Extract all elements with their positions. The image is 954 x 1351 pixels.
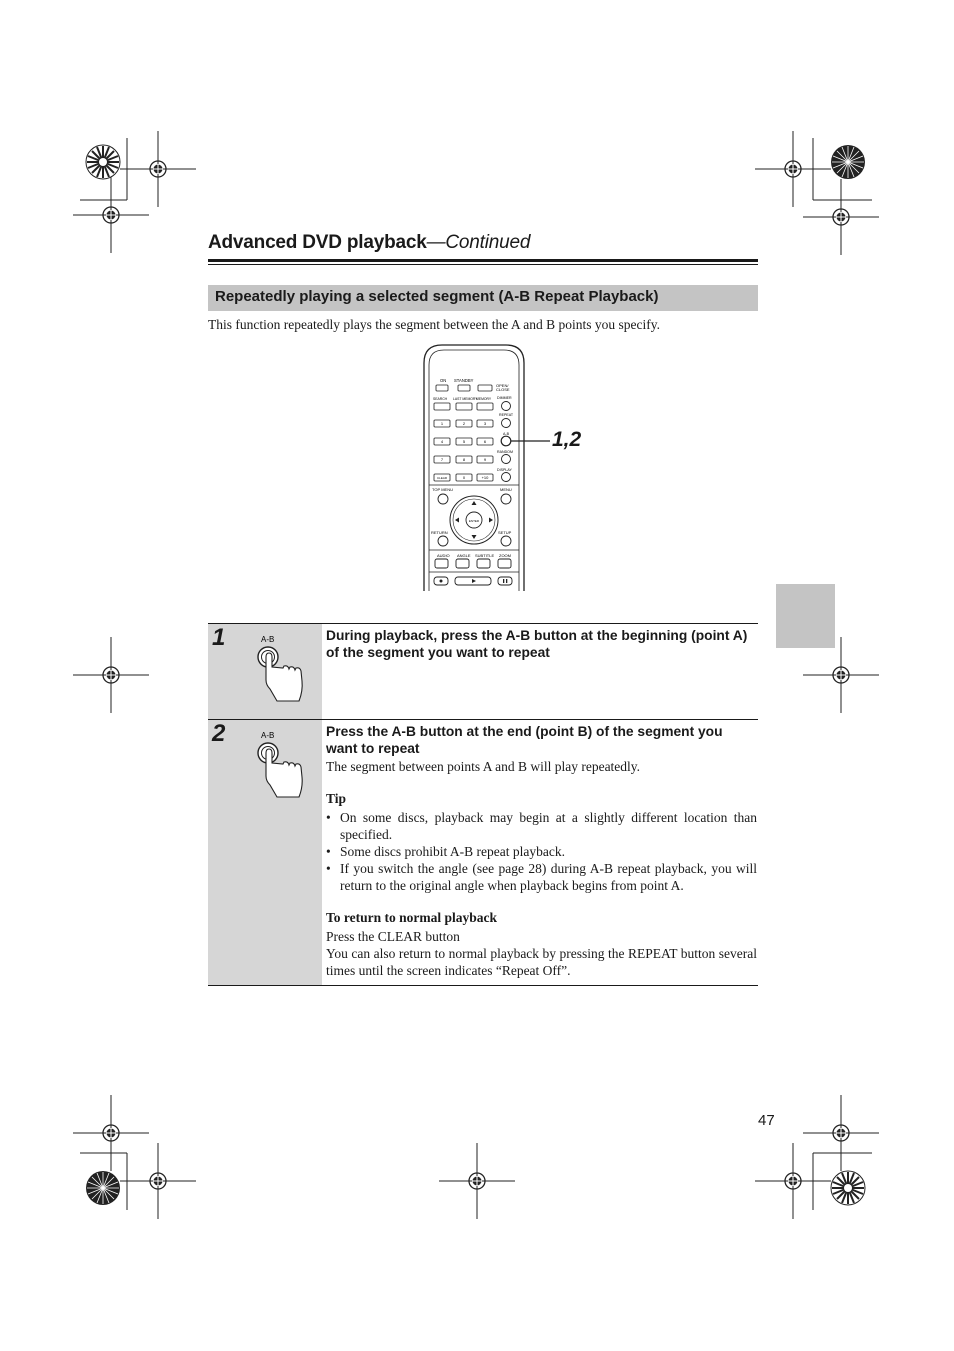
svg-text:REPEAT: REPEAT <box>499 413 514 417</box>
svg-text:ON: ON <box>440 378 447 383</box>
step-2-body: The segment between points A and B will play repeatedly. <box>326 759 641 774</box>
press-ab-button-icon <box>249 729 309 804</box>
remote-control-illustration <box>422 343 607 591</box>
tip-item: • On some discs, playback may begin at a slightly different location than specified. <box>326 810 757 842</box>
page-title <box>208 232 530 254</box>
page-title-continued: —Continued <box>426 232 531 253</box>
title-rule <box>208 259 758 262</box>
svg-text:A-B: A-B <box>261 635 275 644</box>
svg-text:CLEAR: CLEAR <box>436 476 448 480</box>
svg-text:SUBTITLE: SUBTITLE <box>475 553 495 558</box>
page-number: 47 <box>758 1112 775 1129</box>
svg-text:LAST MEMORY: LAST MEMORY <box>453 397 478 401</box>
svg-text:CLOSE: CLOSE <box>496 387 510 392</box>
svg-text:RETURN: RETURN <box>431 530 448 535</box>
svg-text:A-B: A-B <box>503 432 509 436</box>
svg-text:DISPLAY: DISPLAY <box>497 468 512 472</box>
step-number: 2 <box>212 720 226 747</box>
step-callout-label: 1,2 <box>552 428 582 451</box>
tip-text: On some discs, playback may begin at a slightly different location than specified. <box>340 810 757 842</box>
tip-item: • Some discs prohibit A-B repeat playback. <box>326 843 757 860</box>
chapter-tab <box>776 584 835 648</box>
svg-text:3: 3 <box>483 421 487 426</box>
svg-text:RANDOM: RANDOM <box>497 450 513 454</box>
svg-text:1: 1 <box>440 421 444 426</box>
svg-text:DIMMER: DIMMER <box>497 396 512 400</box>
intro-text: This function repeatedly plays the segment between the A and B points you specify. <box>208 317 661 332</box>
svg-text:0: 0 <box>462 475 466 480</box>
return-line: Press the CLEAR button <box>326 929 460 944</box>
return-title: To return to normal playback <box>326 910 498 925</box>
svg-text:STANDBY: STANDBY <box>454 378 474 383</box>
svg-text:8: 8 <box>462 457 466 462</box>
press-ab-button-icon <box>249 633 309 708</box>
svg-text:5: 5 <box>462 439 466 444</box>
svg-text:OPEN/: OPEN/ <box>496 383 509 388</box>
tip-text: Some discs prohibit A-B repeat playback. <box>340 844 565 859</box>
title-rule-thin <box>208 264 758 265</box>
svg-text:9: 9 <box>483 457 487 462</box>
tip-item: • If you switch the angle (see page 28) during A-B repeat playback, you will return to the original angle when playback begins from point A. <box>326 861 757 893</box>
step-number: 1 <box>212 624 226 651</box>
section-title: Repeatedly playing a selected segment (A-B Repeat Playback) <box>215 288 659 305</box>
svg-text:AUDIO: AUDIO <box>437 553 450 558</box>
svg-text:MENU: MENU <box>500 487 512 492</box>
svg-text:6: 6 <box>483 439 487 444</box>
tip-text: If you switch the angle (see page 28) during A-B repeat playback, you will return to the original angle when playback begins from point A. <box>340 861 757 893</box>
svg-text:SETUP: SETUP <box>498 530 512 535</box>
svg-text:2: 2 <box>462 421 466 426</box>
svg-text:A-B: A-B <box>261 731 275 740</box>
svg-text:ENTER: ENTER <box>468 519 480 523</box>
step-1-heading: During playback, press the A-B button at the beginning (point A) of the segment you want to repeat <box>326 628 748 660</box>
svg-text:TOP MENU: TOP MENU <box>432 487 453 492</box>
svg-text:ZOOM: ZOOM <box>499 553 511 558</box>
step-2-heading: Press the A-B button at the end (point B) of the segment you want to repeat <box>326 724 723 756</box>
tip-title: Tip <box>326 791 347 806</box>
svg-text:MEMORY: MEMORY <box>476 397 492 401</box>
page-title-main: Advanced DVD playback <box>208 232 427 253</box>
svg-text:4: 4 <box>440 439 444 444</box>
return-line: You can also return to normal playback by pressing the REPEAT button several times until the screen indicates “Repeat Off”. <box>326 946 757 978</box>
svg-text:7: 7 <box>440 457 444 462</box>
svg-text:ANGLE: ANGLE <box>457 553 471 558</box>
svg-text:SEARCH: SEARCH <box>433 397 448 401</box>
svg-text:+10: +10 <box>481 475 489 480</box>
table-bottom-rule <box>208 985 758 986</box>
